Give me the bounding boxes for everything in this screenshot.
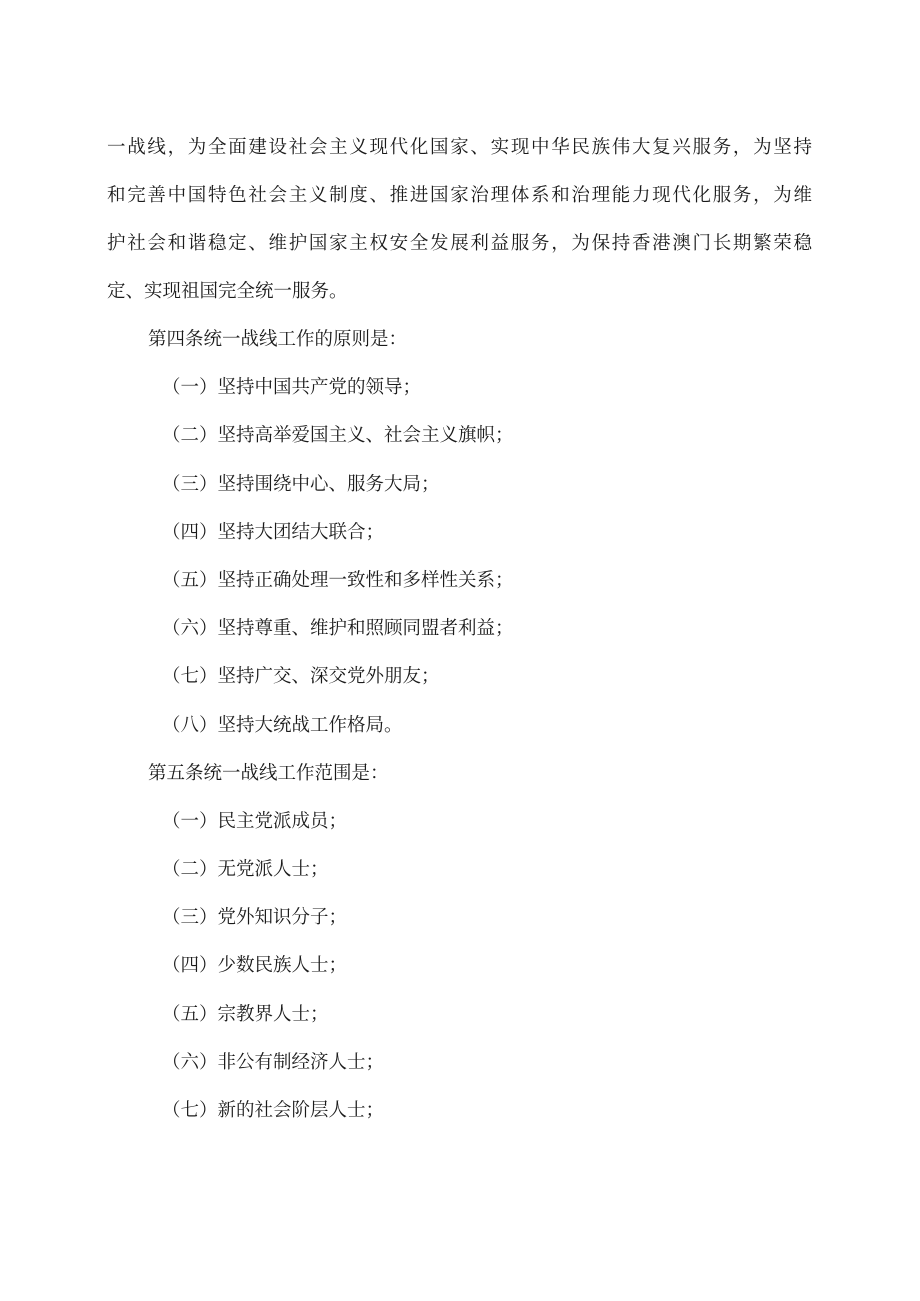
paragraph-line: 一战线，为全面建设社会主义现代化国家、实现中华民族伟大复兴服务，为坚持 xyxy=(107,137,812,158)
article-4-item: （三）坚持围绕中心、服务大局； xyxy=(162,473,440,495)
article-5-item: （四）少数民族人士； xyxy=(162,955,348,977)
article-5-item: （二）无党派人士； xyxy=(162,859,329,881)
article-5-item: （六）非公有制经济人士； xyxy=(162,1051,385,1073)
intro-paragraph xyxy=(107,124,812,316)
article-4-item: （八）坚持大统战工作格局。 xyxy=(162,714,403,736)
paragraph-line: 定、实现祖国完全统一服务。 xyxy=(107,281,348,302)
article-5-item: （一）民主党派成员； xyxy=(162,810,348,832)
article-5-item: （五）宗教界人士； xyxy=(162,1003,329,1025)
article-5-item: （七）新的社会阶层人士； xyxy=(162,1100,385,1121)
article-5-heading: 第五条统一战线工作范围是： xyxy=(148,762,389,784)
article-5-item: （三）党外知识分子； xyxy=(162,907,348,929)
article-4-item: （二）坚持高举爱国主义、社会主义旗帜； xyxy=(162,425,514,447)
paragraph-line: 护社会和谐稳定、维护国家主权安全发展利益服务，为保持香港澳门长期繁荣稳 xyxy=(107,233,812,254)
article-4-item: （五）坚持正确处理一致性和多样性关系； xyxy=(162,569,514,591)
article-4-item: （四）坚持大团结大联合； xyxy=(162,521,385,543)
article-4-heading: 第四条统一战线工作的原则是： xyxy=(148,329,408,350)
article-4-item: （六）坚持尊重、维护和照顾同盟者利益； xyxy=(162,618,514,640)
article-4-item: （七）坚持广交、深交党外朋友； xyxy=(162,666,440,688)
articles-list xyxy=(0,316,920,1135)
article-4-item: （一）坚持中国共产党的领导； xyxy=(162,377,422,399)
paragraph-line: 和完善中国特色社会主义制度、推进国家治理体系和治理能力现代化服务，为维 xyxy=(107,185,812,206)
